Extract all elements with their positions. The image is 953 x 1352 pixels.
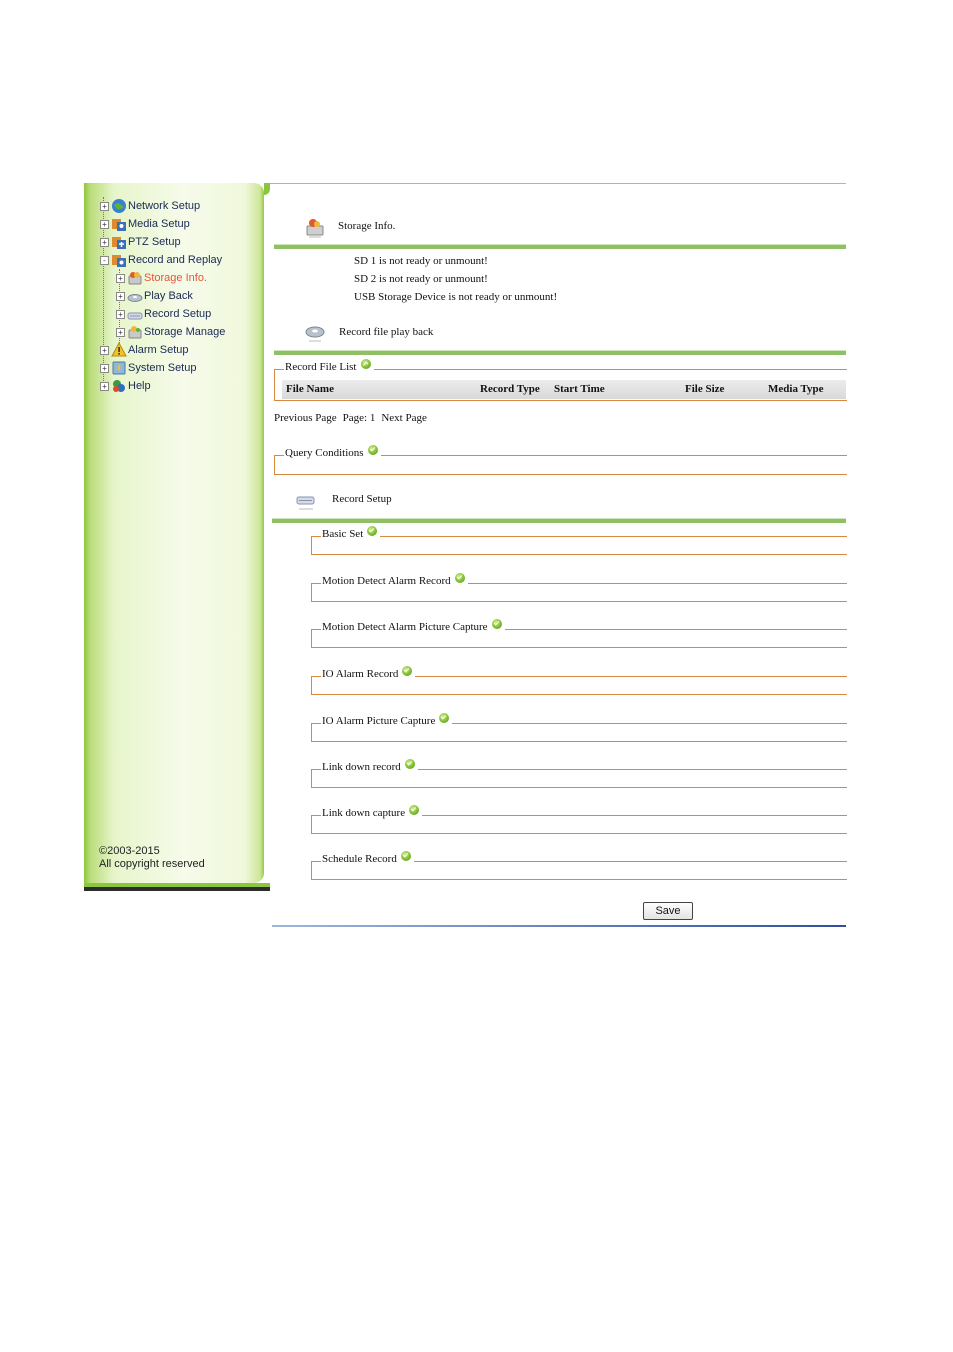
sidebar: [84, 183, 270, 891]
expand-icon[interactable]: [492, 619, 502, 629]
expand-toggle[interactable]: +: [100, 220, 109, 229]
storage-info-title: Storage Info.: [338, 220, 396, 232]
sidebar-item-storage-info[interactable]: [116, 269, 207, 287]
sidebar-item-label: Storage Info.: [144, 272, 207, 284]
sidebar-item-label: PTZ Setup: [128, 236, 181, 248]
save-button[interactable]: Save: [643, 902, 693, 920]
expand-toggle[interactable]: +: [100, 346, 109, 355]
column-file-name[interactable]: File Name: [286, 383, 334, 395]
system-icon: [111, 360, 127, 376]
storage-info-icon: [305, 216, 325, 236]
expand-toggle[interactable]: +: [100, 382, 109, 391]
group-title: Motion Detect Alarm Picture Capture: [322, 621, 488, 633]
expand-icon[interactable]: [401, 851, 411, 861]
pager: [274, 412, 433, 424]
column-file-size[interactable]: File Size: [685, 383, 725, 395]
group-title: Link down record: [322, 761, 401, 773]
motion-detect-picture-capture-group: [311, 621, 847, 648]
collapse-toggle[interactable]: -: [100, 256, 109, 265]
media-icon: [111, 216, 127, 232]
sidebar-item-storage-manage[interactable]: [116, 323, 225, 341]
warning-icon: [111, 342, 127, 358]
group-title: IO Alarm Picture Capture: [322, 715, 436, 727]
playback-section-icon: [305, 323, 325, 343]
schedule-record-legend[interactable]: [321, 853, 414, 865]
record-setup-icon: [295, 491, 315, 511]
sidebar-item-network-setup[interactable]: [100, 197, 200, 215]
section-divider: [272, 518, 846, 523]
expand-toggle[interactable]: +: [116, 310, 125, 319]
link-down-capture-group: [311, 807, 847, 834]
sidebar-item-system-setup[interactable]: [100, 359, 196, 377]
column-record-type[interactable]: Record Type: [480, 383, 540, 395]
schedule-record-group: [311, 853, 847, 880]
sidebar-item-ptz-setup[interactable]: [100, 233, 181, 251]
sidebar-item-play-back[interactable]: [116, 287, 193, 305]
sidebar-item-label: Storage Manage: [144, 326, 226, 338]
expand-icon[interactable]: [368, 445, 378, 455]
sidebar-item-label: System Setup: [128, 362, 197, 374]
link-down-record-legend[interactable]: [321, 761, 418, 773]
column-media-type[interactable]: Media Type: [768, 383, 824, 395]
expand-toggle[interactable]: +: [100, 202, 109, 211]
expand-toggle[interactable]: +: [116, 328, 125, 337]
collapse-icon[interactable]: [361, 359, 371, 369]
sidebar-item-label: Help: [128, 380, 151, 392]
ptz-icon: [111, 234, 127, 250]
expand-toggle[interactable]: +: [100, 238, 109, 247]
disk-icon: [127, 306, 143, 322]
io-record-legend[interactable]: [321, 668, 415, 680]
top-divider: [270, 183, 846, 184]
io-capture-legend[interactable]: [321, 715, 452, 727]
sidebar-item-label: Play Back: [144, 290, 193, 302]
playback-icon: [127, 288, 143, 304]
storage-manage-icon: [127, 324, 143, 340]
motion-detect-alarm-record-group: [311, 575, 847, 602]
section-divider: [274, 350, 846, 355]
expand-icon[interactable]: [439, 713, 449, 723]
sidebar-item-record-setup[interactable]: [116, 305, 211, 323]
io-alarm-picture-capture-group: [311, 715, 847, 742]
page-indicator: Page: 1: [342, 412, 376, 424]
sidebar-item-label: Alarm Setup: [128, 344, 189, 356]
record-setup-title: Record Setup: [332, 493, 392, 505]
file-table-header: [282, 380, 846, 399]
usb-status: USB Storage Device is not ready or unmount!: [354, 291, 558, 303]
sidebar-item-label: Media Setup: [128, 218, 190, 230]
sidebar-item-label: Record and Replay: [128, 254, 223, 266]
group-title: Link down capture: [322, 807, 406, 819]
io-alarm-record-group: [311, 668, 847, 695]
copyright: [99, 845, 205, 871]
help-icon: [111, 378, 127, 394]
record-replay-icon: [111, 252, 127, 268]
bottom-divider: [272, 925, 846, 927]
sidebar-item-label: Record Setup: [144, 308, 212, 320]
motion-record-legend[interactable]: [321, 575, 468, 587]
record-file-list-title: Record File List: [285, 361, 357, 373]
sidebar-item-label: Network Setup: [128, 200, 201, 212]
group-title: Basic Set: [322, 528, 364, 540]
copyright-year: ©2003-2015: [99, 845, 160, 857]
group-title: Schedule Record: [322, 853, 397, 865]
expand-toggle[interactable]: +: [100, 364, 109, 373]
basic-set-group: [311, 528, 847, 555]
link-down-capture-legend[interactable]: [321, 807, 422, 819]
copyright-text: All copyright reserved: [99, 858, 205, 870]
basic-set-legend[interactable]: [321, 528, 380, 540]
sd1-status: SD 1 is not ready or unmount!: [354, 255, 488, 267]
link-down-record-group: [311, 761, 847, 788]
expand-icon[interactable]: [409, 805, 419, 815]
storage-icon: [127, 270, 143, 286]
column-start-time[interactable]: Start Time: [554, 383, 605, 395]
expand-icon[interactable]: [405, 759, 415, 769]
expand-toggle[interactable]: +: [116, 292, 125, 301]
sd2-status: SD 2 is not ready or unmount!: [354, 273, 488, 285]
previous-page-link[interactable]: Previous Page: [274, 412, 337, 424]
playback-title: Record file play back: [339, 326, 434, 338]
expand-toggle[interactable]: +: [116, 274, 125, 283]
sidebar-item-media-setup[interactable]: [100, 215, 190, 233]
query-conditions-group: [274, 447, 847, 475]
sidebar-item-record-and-replay[interactable]: [100, 251, 222, 269]
next-page-link[interactable]: Next Page: [381, 412, 427, 424]
query-conditions-legend[interactable]: [284, 447, 381, 459]
record-file-list-legend[interactable]: [284, 361, 374, 373]
section-divider: [274, 244, 846, 249]
globe-icon: [111, 198, 127, 214]
group-title: Motion Detect Alarm Record: [322, 575, 451, 587]
sidebar-item-alarm-setup[interactable]: [100, 341, 189, 359]
sidebar-item-help[interactable]: [100, 377, 151, 395]
main-content: [270, 183, 846, 928]
query-conditions-title: Query Conditions: [285, 447, 364, 459]
sidebar-base: [84, 883, 270, 891]
expand-icon[interactable]: [455, 573, 465, 583]
expand-icon[interactable]: [367, 526, 377, 536]
expand-icon[interactable]: [402, 666, 412, 676]
motion-capture-legend[interactable]: [321, 621, 505, 633]
group-title: IO Alarm Record: [322, 668, 399, 680]
